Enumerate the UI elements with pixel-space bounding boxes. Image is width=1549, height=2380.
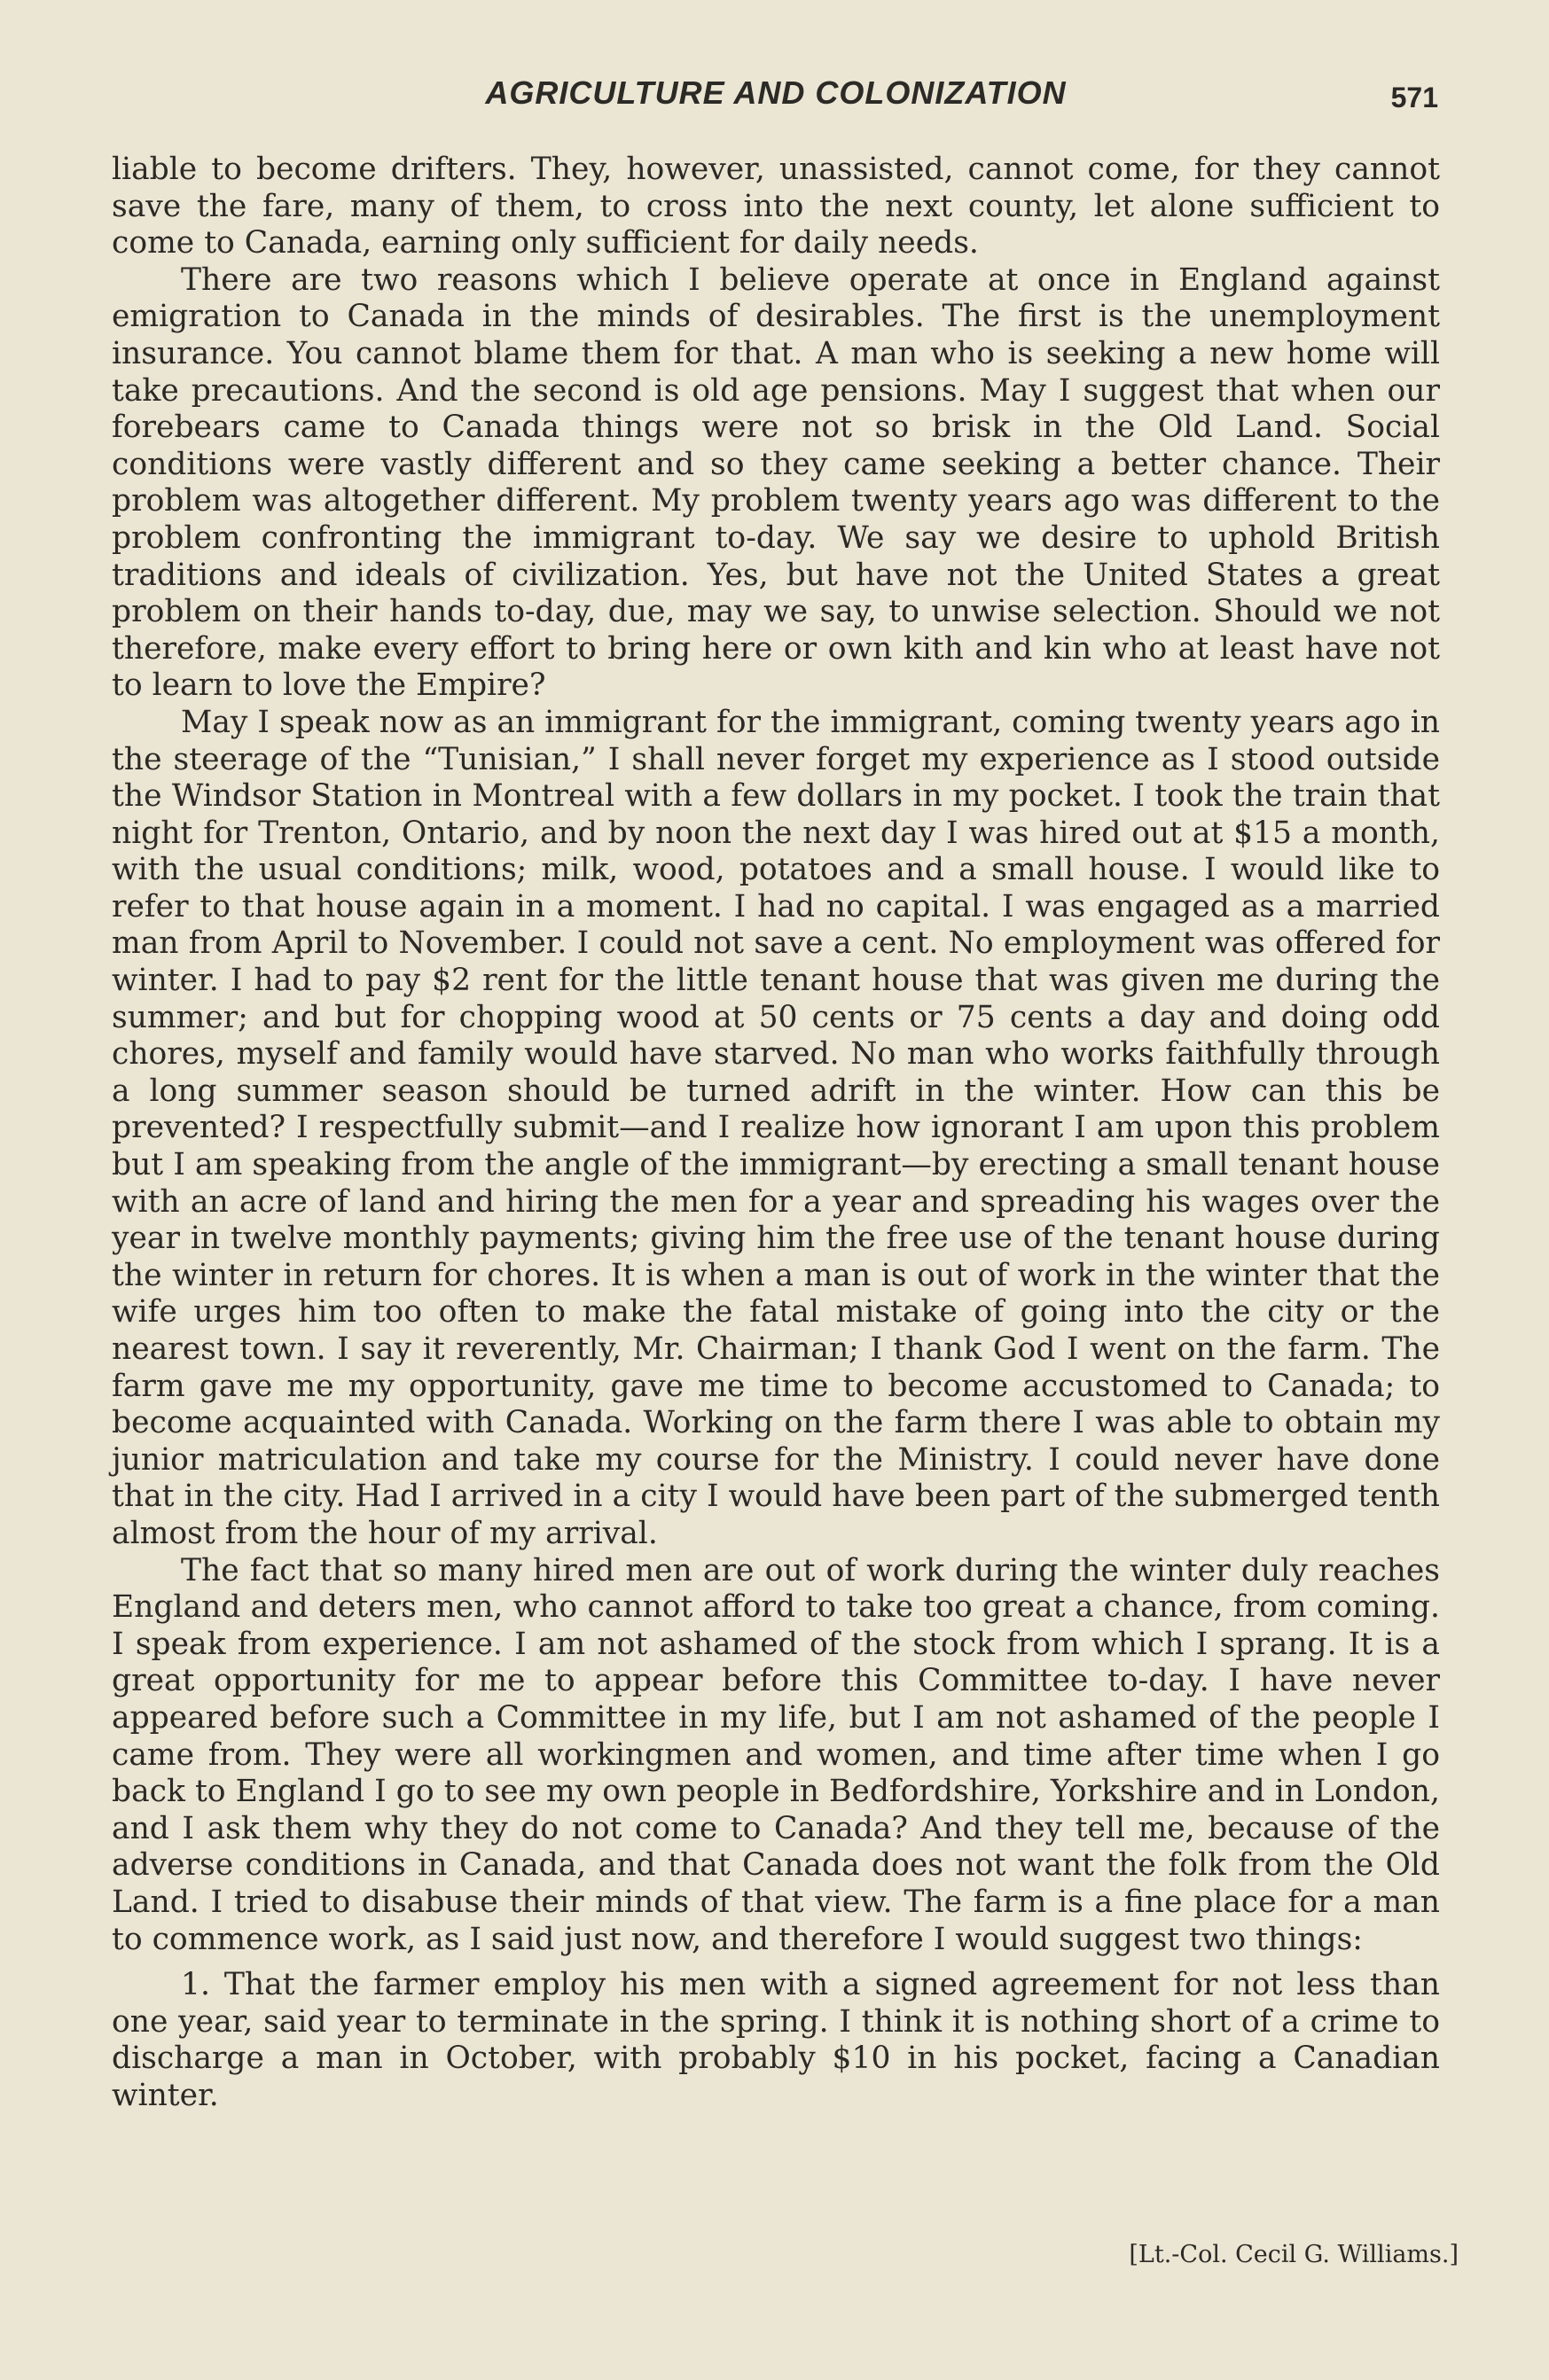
running-title: AGRICULTURE AND COLONIZATION [485, 74, 1067, 111]
numbered-suggestion-1: 1. That the farmer employ his men with a signed agreement for not less than one year, said year to terminate in the spring. I think it is nothing short of a crime to discharge a man in October, with probably $10 in his pocket, facing a Canadian winter. [112, 1967, 1440, 2113]
page-number: 571 [1390, 82, 1438, 113]
speaker-attribution: [Lt.-Col. Cecil G. Williams.] [1129, 2241, 1459, 2268]
paragraph-immigrant-experience: May I speak now as an immigrant for the immigrant, coming twenty years ago in the steerage of the “Tunisian,” I shall never forget my experience as I stood outside the Windsor Station in Montreal with a few dollars in my pocket. I took the train that night for Trenton, Ontario, and by noon the next day I was hired out at $15 a month, with the usual conditions; milk, wood, potatoes and a small house. I would like to refer to that house again in a moment. I had no capital. I was engaged as a married man from April to November. I could not save a cent. No employment was offered for winter. I had to pay $2 rent for the little tenant house that was given me during the summer; and but for chopping wood at 50 cents or 75 cents a day and doing odd chores, myself and family would have starved. No man who works faithfully through a long summer season should be turned adrift in the winter. How can this be prevented? I respectfully submit—and I realize how ignorant I am upon this problem but I am speaking from the angle of the immigrant—by erecting a small tenant house with an acre of land and hiring the men for a year and spreading his wages over the year in twelve monthly payments; giving him the free use of the tenant house during the winter in return for chores. It is when a man is out of work in the winter that the wife urges him too often to make the fatal mistake of going into the city or the nearest town. I say it reverently, Mr. Chairman; I thank God I went on the farm. The farm gave me my opportunity, gave me time to become accustomed to Canada; to become acquainted with Canada. Working on the farm there I was able to obtain my junior matriculation and take my course for the Ministry. I could never have done that in the city. Had I arrived in a city I would have been part of the submerged tenth almost from the hour of my arrival. [112, 704, 1440, 1551]
paragraph-reasons: There are two reasons which I believe operate at once in England against emigration to Canada in the minds of desirables. The first is the unemployment insurance. You cannot blame them for that. A man who is seeking a new home will take precautions. And the second is old age pensions. May I suggest that when our forebears came to Canada things were not so brisk in the Old Land. Social conditions were vastly different and so they came seeking a better chance. Their problem was altogether different. My problem twenty years ago was different to the problem confronting the immigrant to-day. We say we desire to uphold British traditions and ideals of civilization. Yes, but have not the United States a great problem on their hands to-day, due, may we say, to unwise selection. Should we not therefore, make every effort to bring here or own kith and kin who at least have not to learn to love the Empire? [112, 261, 1440, 704]
body-text [112, 152, 1440, 2114]
paragraph-winter-unemployment: The fact that so many hired men are out of work during the winter duly reaches England and deters men, who cannot afford to take too great a chance, from coming. I speak from experience. I am not ashamed of the stock from which I sprang. It is a great opportunity for me to appear before this Committee to-day. I have never appeared before such a Committee in my life, but I am not ashamed of the people I came from. They were all workingmen and women, and time after time when I go back to England I go to see my own people in Bedfordshire, Yorkshire and in London, and I ask them why they do not come to Canada? And they tell me, because of the adverse conditions in Canada, and that Canada does not want the folk from the Old Land. I tried to disabuse their minds of that view. The farm is a fine place for a man to commence work, as I said just now, and therefore I would suggest two things: [112, 1552, 1440, 1957]
paragraph-continuation: liable to become drifters. They, however, unassisted, cannot come, for they cannot save the fare, many of them, to cross into the next county, let alone sufficient to come to Canada, earning only sufficient for daily needs. [112, 152, 1440, 261]
running-header [113, 71, 1438, 124]
